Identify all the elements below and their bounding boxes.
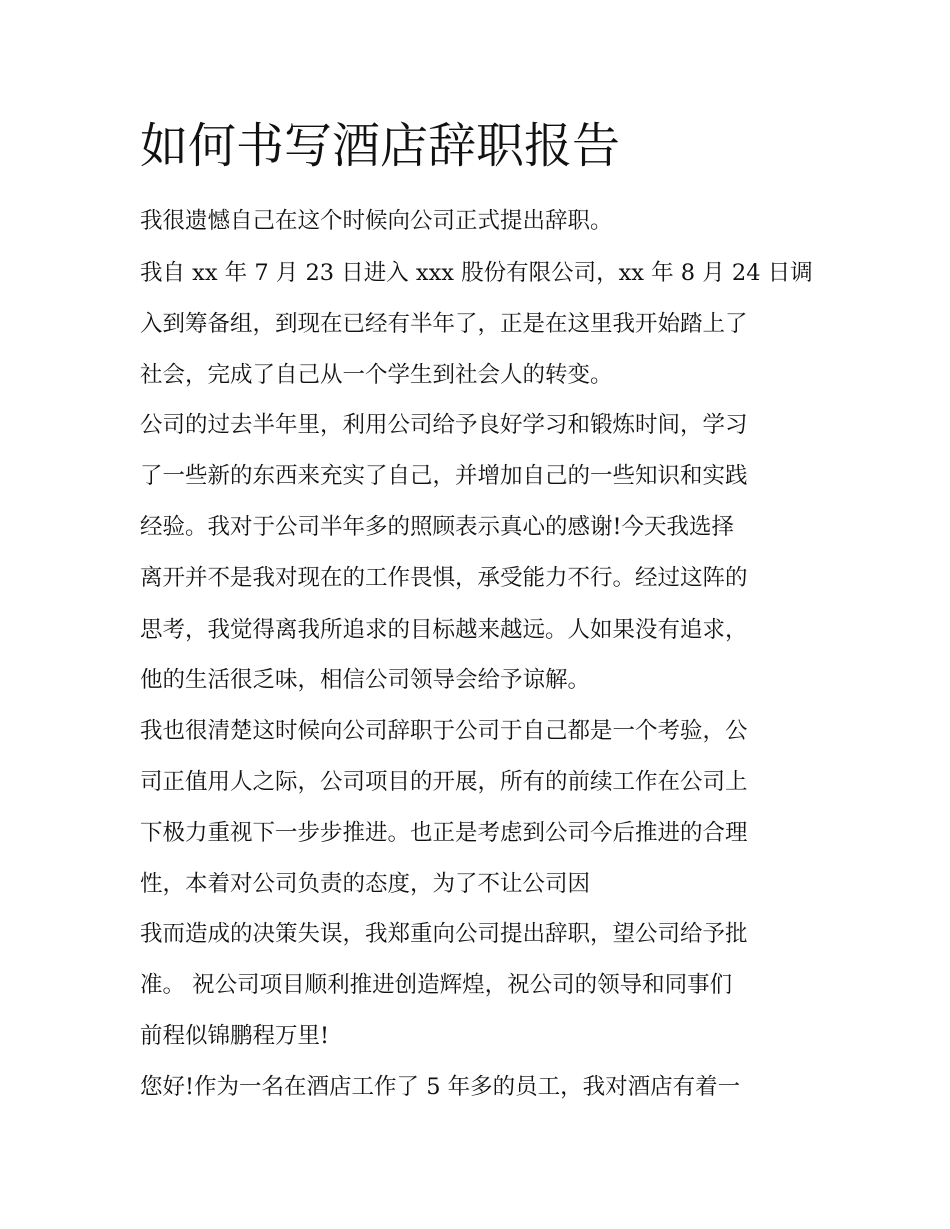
body-line: 我自 xx 年 7 月 23 日进入 xxx 股份有限公司，xx 年 8 月 24 日调 (140, 260, 813, 286)
body-line: 他的生活很乏味，相信公司领导会给予谅解。 (140, 667, 591, 693)
body-line: 入到筹备组，到现在已经有半年了，正是在这里我开始踏上了 (140, 311, 748, 337)
body-line: 下极力重视下一步步推进。也正是考虑到公司今后推进的合理 (140, 820, 748, 846)
body-line: 离开并不是我对现在的工作畏惧，承受能力不行。经过这阵的 (140, 565, 748, 591)
body-line: 我也很清楚这时候向公司辞职于公司于自己都是一个考验，公 (140, 718, 748, 744)
body-line: 准。 祝公司项目顺利推进创造辉煌，祝公司的领导和同事们 (140, 972, 733, 998)
body-line: 社会，完成了自己从一个学生到社会人的转变。 (140, 362, 613, 388)
body-line: 公司的过去半年里，利用公司给予良好学习和锻炼时间，学习 (140, 412, 748, 438)
body-line: 您好!作为一名在酒店工作了 5 年多的员工，我对酒店有着一 (140, 1074, 741, 1100)
body-line: 思考，我觉得离我所追求的目标越来越远。人如果没有追求， (140, 617, 748, 643)
body-line: 性，本着对公司负责的态度，为了不让公司因 (140, 871, 591, 897)
body-line: 我而造成的决策失误，我郑重向公司提出辞职，望公司给予批 (140, 921, 748, 947)
document-title: 如何书写酒店辞职报告 (140, 118, 621, 174)
body-line: 我很遗憾自己在这个时候向公司正式提出辞职。 (140, 208, 613, 234)
body-line: 了一些新的东西来充实了自己，并增加自己的一些知识和实践 (140, 463, 748, 489)
body-line: 司正值用人之际，公司项目的开展，所有的前续工作在公司上 (140, 769, 748, 795)
body-line: 前程似锦鹏程万里! (140, 1023, 330, 1049)
body-line: 经验。我对于公司半年多的照顾表示真心的感谢!今天我选择 (140, 514, 735, 540)
